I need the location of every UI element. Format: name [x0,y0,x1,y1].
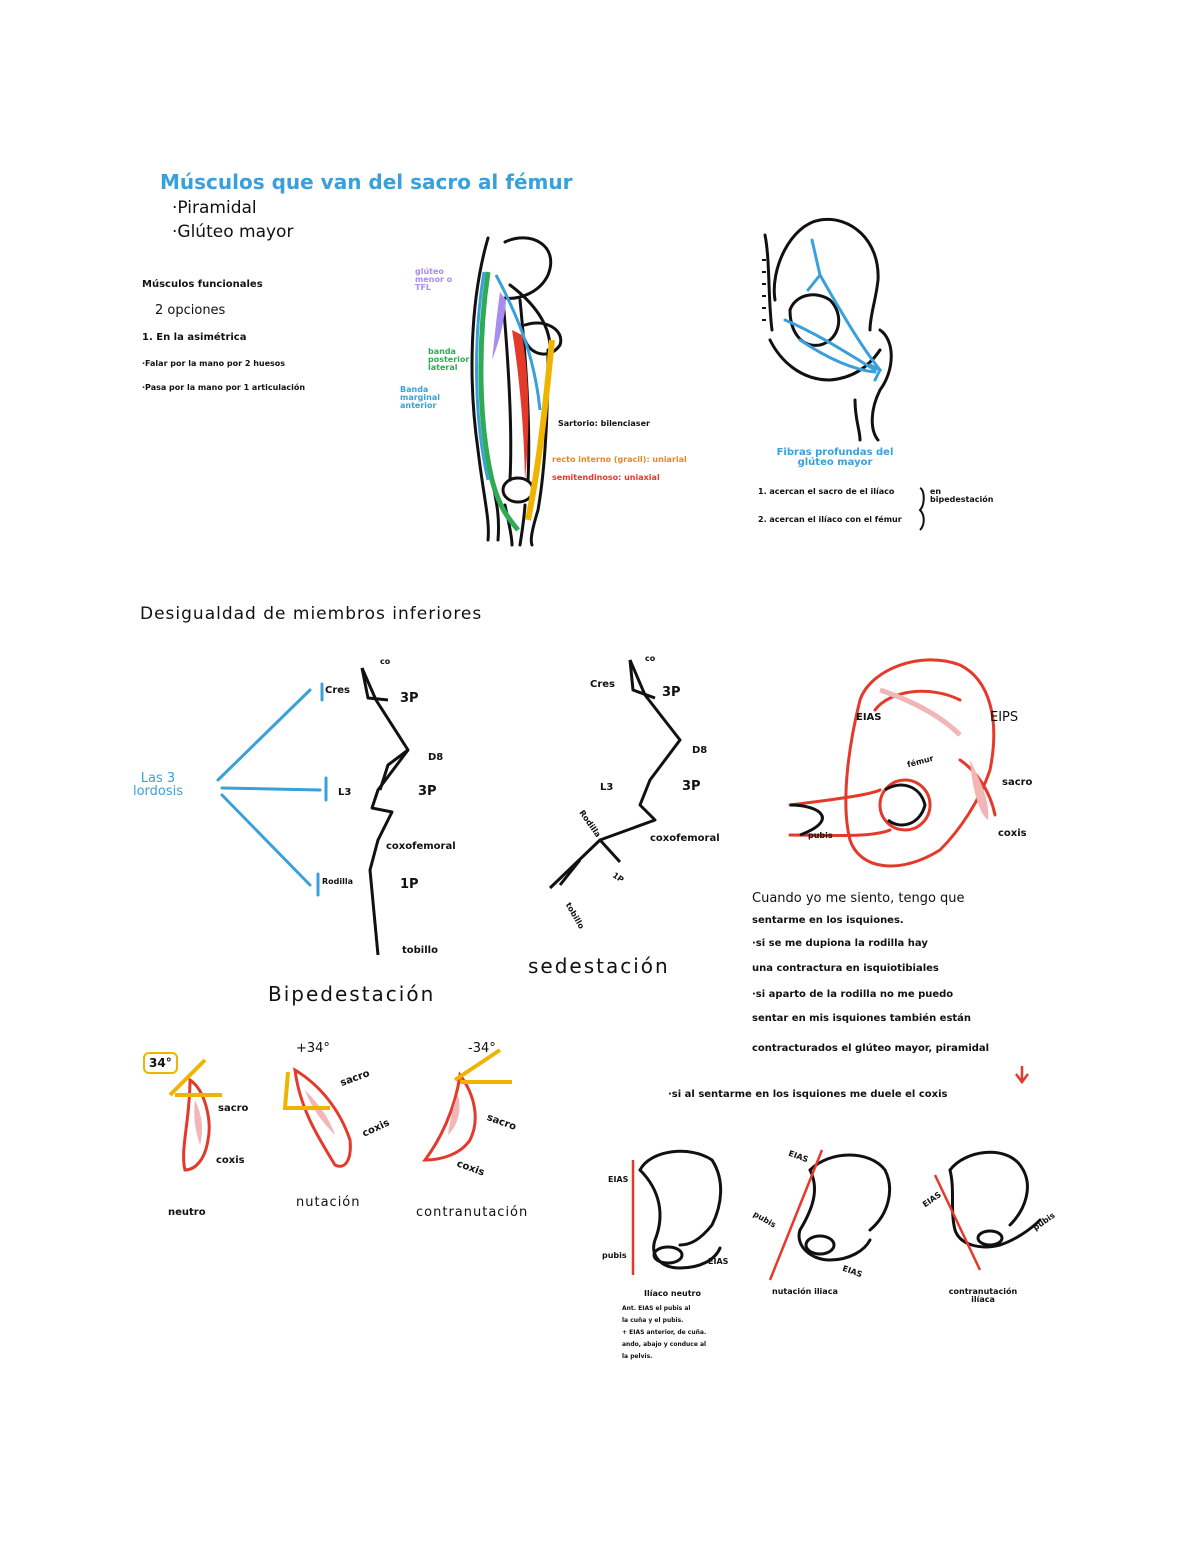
sacrum-contra-caption: contranutación [416,1205,529,1220]
sed-caption: sedestación [528,954,670,978]
pelvis-eias: EIAS [856,712,882,723]
sed-1p: 1P [610,870,626,885]
sacrum-contra-sacro: sacro [485,1112,518,1133]
sacrum-neutro [170,1060,222,1170]
pelvis-note-line: 2. acercan el ilíaco con el fémur [758,515,902,524]
iliac-a [640,1151,721,1268]
label-semitendinoso: semitendinoso: uniaxial [552,473,660,482]
pelvis-blue-fibers [785,240,880,380]
pelvis-femur: fémur [906,753,935,770]
section2-title: Desigualdad de miembros inferiores [140,604,483,624]
iliac-b-caption: nutación iliaca [772,1287,838,1296]
pelvis-dashes [762,260,766,320]
label-banda-anterior: Banda marginal anterior [400,385,440,410]
sacrum-contra-coxis: coxis [455,1158,486,1179]
sitting-note-line: Cuando yo me siento, tengo que [752,891,965,906]
label-sartorio: Sartorio: bilenciaser [558,419,650,428]
iliac-a-caption: Ilíaco neutro [644,1289,701,1298]
sacrum-nut-coxis: coxis [360,1117,392,1140]
sacrum-nut-sacro: sacro [338,1068,372,1089]
sacrum-neutro-caption: neutro [168,1207,206,1218]
sitting-note-line: ·si se me dupiona la rodilla hay [752,938,928,949]
pelvis-eips: EIPS [990,710,1019,725]
iliac-b-line [770,1150,822,1280]
pelvis-note-title: Fibras profundas del glúteo mayor [776,447,894,468]
muscle-item: ·Piramidal [172,198,257,218]
pelvis-side-crest [880,690,960,735]
sed-tobillo: tobillo [563,901,586,931]
section1-title: Músculos que van del sacro al fémur [160,170,573,194]
iliac-a-note: la pelvis. [622,1353,653,1360]
sitting-note-line: contracturados el glúteo mayor, piramidal [752,1043,990,1054]
iliac-a-eias: EIAS [608,1175,629,1184]
biped-caption: Bipedestación [268,982,436,1006]
brace-icon [920,488,924,530]
sed-line [550,660,680,888]
note-line: ·Falar por la mano por 2 huesos [142,359,286,368]
pelvis-pubis: pubis [808,831,833,840]
sacrum-contra [425,1050,512,1160]
sed-cres: Cres [590,679,616,690]
biped-coxo: coxofemoral [386,841,456,852]
iliac-c-pubis: pubis [1031,1210,1057,1233]
sitting-note-line: ·si al sentarme en los isquiones me duele el coxis [668,1089,948,1100]
lordosis-label: Las 3 lordosis [132,771,184,799]
sacrum-neutro-coxis: coxis [216,1155,245,1166]
biped-line [362,668,408,955]
biped-rodilla: Rodilla [322,877,354,886]
options-text: 2 opciones [155,303,226,318]
functional-title: Músculos funcionales [142,279,263,290]
sacrum-neutro-sacro: sacro [218,1103,249,1114]
sitting-note-line: ·si aparto de la rodilla no me puedo [752,989,954,1000]
pelvis-note-brace: en bipedestación [930,487,994,504]
pelvis-front [765,219,891,440]
iliac-a-pubis: pubis [602,1251,627,1260]
option1-text: 1. En la asimétrica [142,332,247,343]
sitting-note-line: una contractura en isquiotibiales [752,963,939,974]
label-banda-posterior: banda posterior lateral [428,347,470,372]
biped-l3: L3 [338,787,352,798]
iliac-b-pubis: pubis [751,1209,778,1230]
muscle-item: ·Glúteo mayor [172,222,294,242]
biped-d8: D8 [428,752,444,763]
biped-cres: Cres [325,685,351,696]
sed-coxo: coxofemoral [650,833,720,844]
sed-co: co [645,654,656,663]
label-recto: recto interno (gracil): uniarial [552,455,687,464]
biped-co: co [380,657,391,666]
iliac-b-eias: EIAS [787,1148,810,1165]
pelvis-note-line: 1. acercan el sacro de el ilíaco [758,487,895,496]
pelvis-coxis: coxis [998,828,1027,839]
label-gluteo-menor: glúteo menor o TFL [415,267,453,292]
sacrum-contra-angle: -34° [468,1041,496,1056]
iliac-a-note: + EIAS anterior, de cuña. [622,1329,707,1336]
iliac-a-eias2: EIAS [708,1257,729,1266]
biped-3p-b: 3P [418,784,437,799]
biped-3p: 3P [400,691,419,706]
sed-3p: 3P [662,685,681,700]
iliac-c-eias: EIAS [920,1190,943,1210]
sitting-note-line: sentarme en los isquiones. [752,915,904,926]
note-line: ·Pasa por la mano por 1 articulación [142,383,306,392]
iliac-c-caption: contranutación ilíaca [948,1287,1018,1304]
sacrum-nut-angle: +34° [296,1041,330,1056]
iliac-b-eias2: EIAS [841,1263,864,1280]
sed-l3: L3 [600,782,614,793]
iliac-a-note: ando, abajo y conduce al [622,1341,707,1348]
pelvis-sacro: sacro [1002,777,1033,788]
biped-tobillo: tobillo [402,945,438,956]
iliac-a-note: Ant. EIAS el pubis al [622,1305,691,1312]
angle-badge: 34° [143,1052,178,1074]
sed-d8: D8 [692,745,708,756]
iliac-c-line [935,1175,980,1270]
red-arrow-icon [1016,1066,1028,1082]
sitting-note-line: sentar en mis isquiones también están [752,1013,972,1024]
iliac-a-note: la cuña y el pubis. [622,1317,684,1324]
biped-1p: 1P [400,877,419,892]
sed-3p-b: 3P [682,779,701,794]
sacrum-nut-caption: nutación [296,1195,361,1210]
sed-rodilla: Rodilla [577,808,603,839]
lordosis-lines [218,684,326,895]
